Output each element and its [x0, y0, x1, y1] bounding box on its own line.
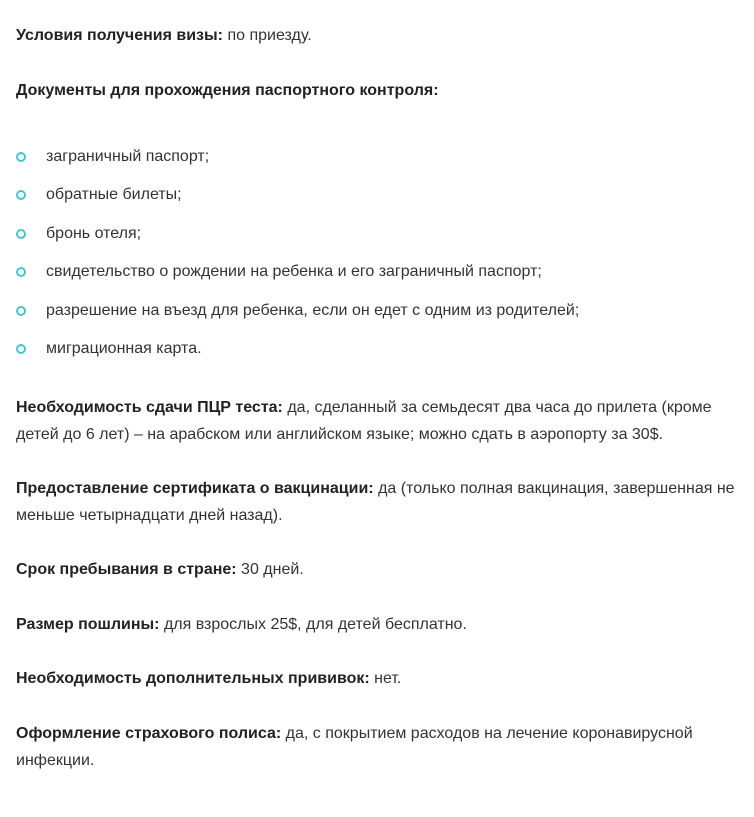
documents-heading: Документы для прохождения паспортного контроля:: [16, 82, 439, 99]
visa-conditions-label: Условия получения визы:: [16, 27, 223, 44]
list-item-text: заграничный паспорт;: [46, 148, 210, 165]
insurance-paragraph: [16, 720, 752, 774]
list-item: [16, 297, 579, 335]
additional-vaccinations-paragraph: [16, 665, 752, 692]
fee-value: для взрослых 25$, для детей бесплатно.: [159, 616, 467, 633]
stay-duration-label: Срок пребывания в стране:: [16, 561, 237, 578]
list-item-text: обратные билеты;: [46, 186, 182, 204]
insurance-value: да, с покрытием расходов на лечение коронавирусной инфекции.: [16, 725, 693, 769]
visa-conditions-paragraph: [16, 22, 752, 49]
bullet-circle-icon: [16, 190, 26, 200]
bullet-circle-icon: [16, 344, 26, 354]
list-item-text: свидетельство о рождении на ребенка и его заграничный паспорт;: [46, 263, 542, 281]
list-item-text: миграционная карта.: [46, 339, 202, 357]
pcr-test-paragraph: [16, 394, 752, 448]
list-item: [16, 258, 579, 296]
stay-duration-paragraph: [16, 556, 752, 583]
list-item: [16, 143, 579, 181]
bullet-circle-icon: [16, 306, 26, 316]
list-item-text: разрешение на въезд для ребенка, если он едет с одним из родителей;: [46, 301, 580, 319]
vaccination-certificate-label: Предоставление сертификата о вакцинации:: [16, 480, 374, 497]
visa-conditions-value: по приезду.: [223, 27, 312, 44]
list-item: [16, 181, 579, 219]
pcr-test-label: Необходимость сдачи ПЦР теста:: [16, 399, 283, 416]
vaccination-certificate-paragraph: [16, 475, 752, 529]
documents-heading-paragraph: [16, 77, 752, 104]
list-item: [16, 220, 579, 258]
additional-vaccinations-value: нет.: [369, 670, 402, 687]
bullet-circle-icon: [16, 229, 26, 239]
list-item-text: бронь отеля;: [46, 224, 142, 242]
documents-list: [16, 143, 579, 373]
bullet-circle-icon: [16, 267, 26, 277]
additional-vaccinations-label: Необходимость дополнительных прививок:: [16, 670, 370, 687]
fee-label: Размер пошлины:: [16, 616, 160, 633]
vaccination-certificate-value: да (только полная вакцинация, завершенная не меньше четырнадцати дней назад).: [16, 480, 735, 524]
list-item: [16, 335, 579, 373]
insurance-label: Оформление страхового полиса:: [16, 725, 282, 742]
pcr-test-value: да, сделанный за семьдесят два часа до прилета (кроме детей до 6 лет) – на арабском или английском языке; можно сдать в аэропорту за 30$.: [16, 399, 712, 443]
stay-duration-value: 30 дней.: [236, 561, 304, 578]
bullet-circle-icon: [16, 152, 26, 162]
fee-paragraph: [16, 611, 752, 638]
